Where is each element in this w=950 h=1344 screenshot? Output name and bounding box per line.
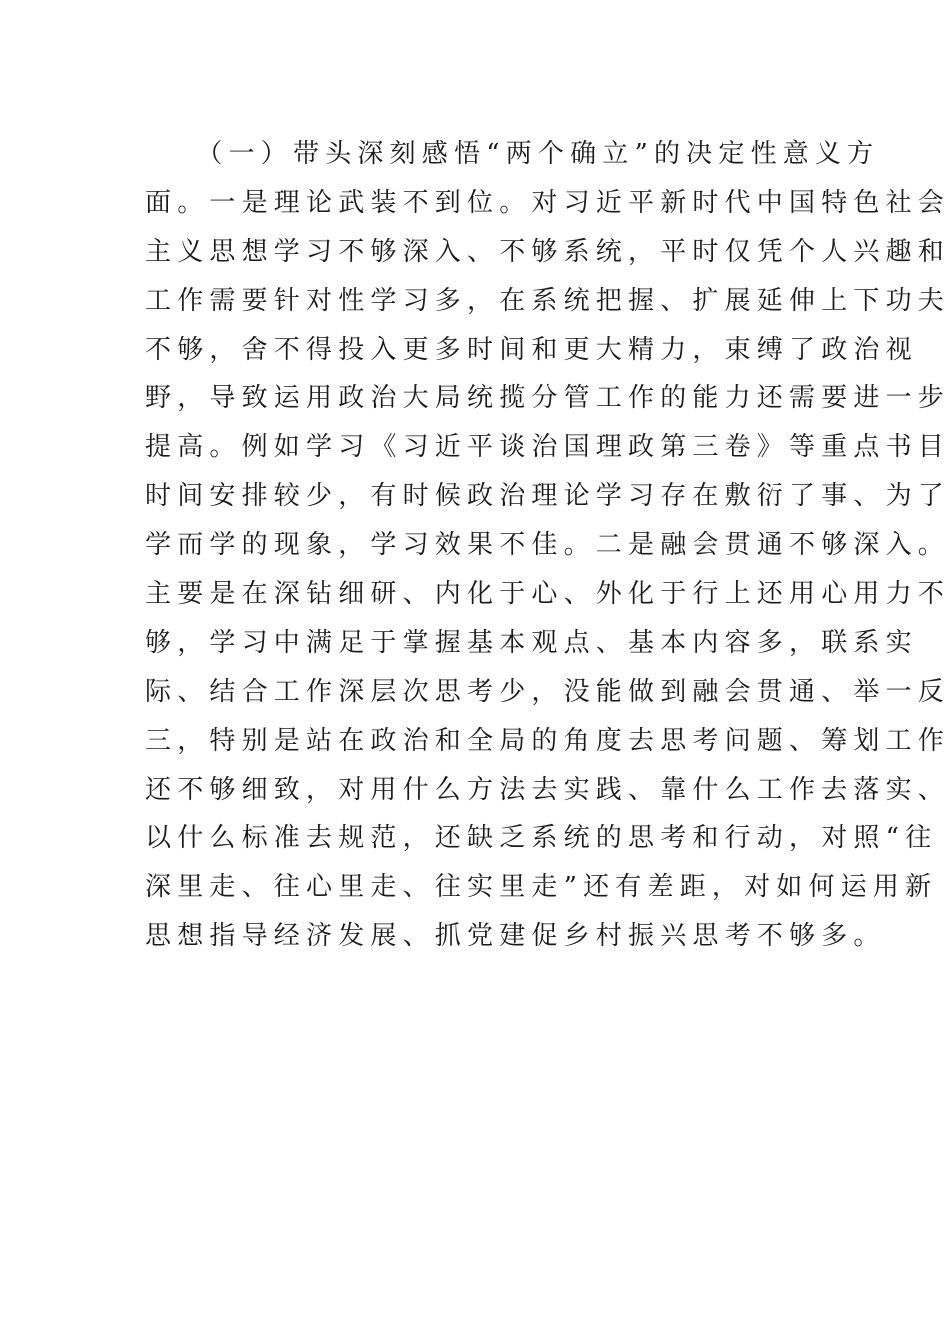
paragraph-line: 主要是在深钻细研、内化于心、外化于行上还用心用力不 [145, 579, 950, 610]
paragraph-line: 野，导致运用政治大局统揽分管工作的能力还需要进一步 [145, 383, 950, 414]
paragraph-line: 学而学的现象，学习效果不佳。二是融会贯通不够深入。 [145, 530, 950, 561]
paragraph-line: 以什么标准去规范，还缺乏系统的思考和行动，对照“往 [145, 823, 938, 854]
paragraph-line: 际、结合工作深层次思考少，没能做到融会贯通、举一反 [145, 676, 950, 707]
paragraph-line: 时间安排较少，有时候政治理论学习存在敷衍了事、为了 [145, 481, 950, 512]
paragraph-line: 不够，舍不得投入更多时间和更大精力，束缚了政治视 [145, 334, 918, 365]
paragraph-line: 深里走、往心里走、往实里走”还有差距，对如何运用新 [145, 872, 938, 903]
body-paragraph [145, 130, 950, 961]
paragraph-line: （一）带头深刻感悟“两个确立”的决定性意义方 [145, 139, 880, 169]
paragraph-line: 够，学习中满足于掌握基本观点、基本内容多，联系实 [145, 627, 918, 658]
paragraph-line: 主义思想学习不够深入、不够系统，平时仅凭个人兴趣和 [145, 236, 950, 267]
paragraph-line: 提高。例如学习《习近平谈治国理政第三卷》等重点书目 [145, 432, 950, 463]
paragraph-line: 三，特别是站在政治和全局的角度去思考问题、筹划工作 [145, 725, 950, 756]
paragraph-line: 面。一是理论武装不到位。对习近平新时代中国特色社会 [145, 187, 950, 218]
paragraph-line: 思想指导经济发展、抓党建促乡村振兴思考不够多。 [145, 921, 886, 952]
paragraph-line: 还不够细致，对用什么方法去实践、靠什么工作去落实、 [145, 774, 950, 805]
paragraph-line: 工作需要针对性学习多，在系统把握、扩展延伸上下功夫 [145, 285, 950, 316]
